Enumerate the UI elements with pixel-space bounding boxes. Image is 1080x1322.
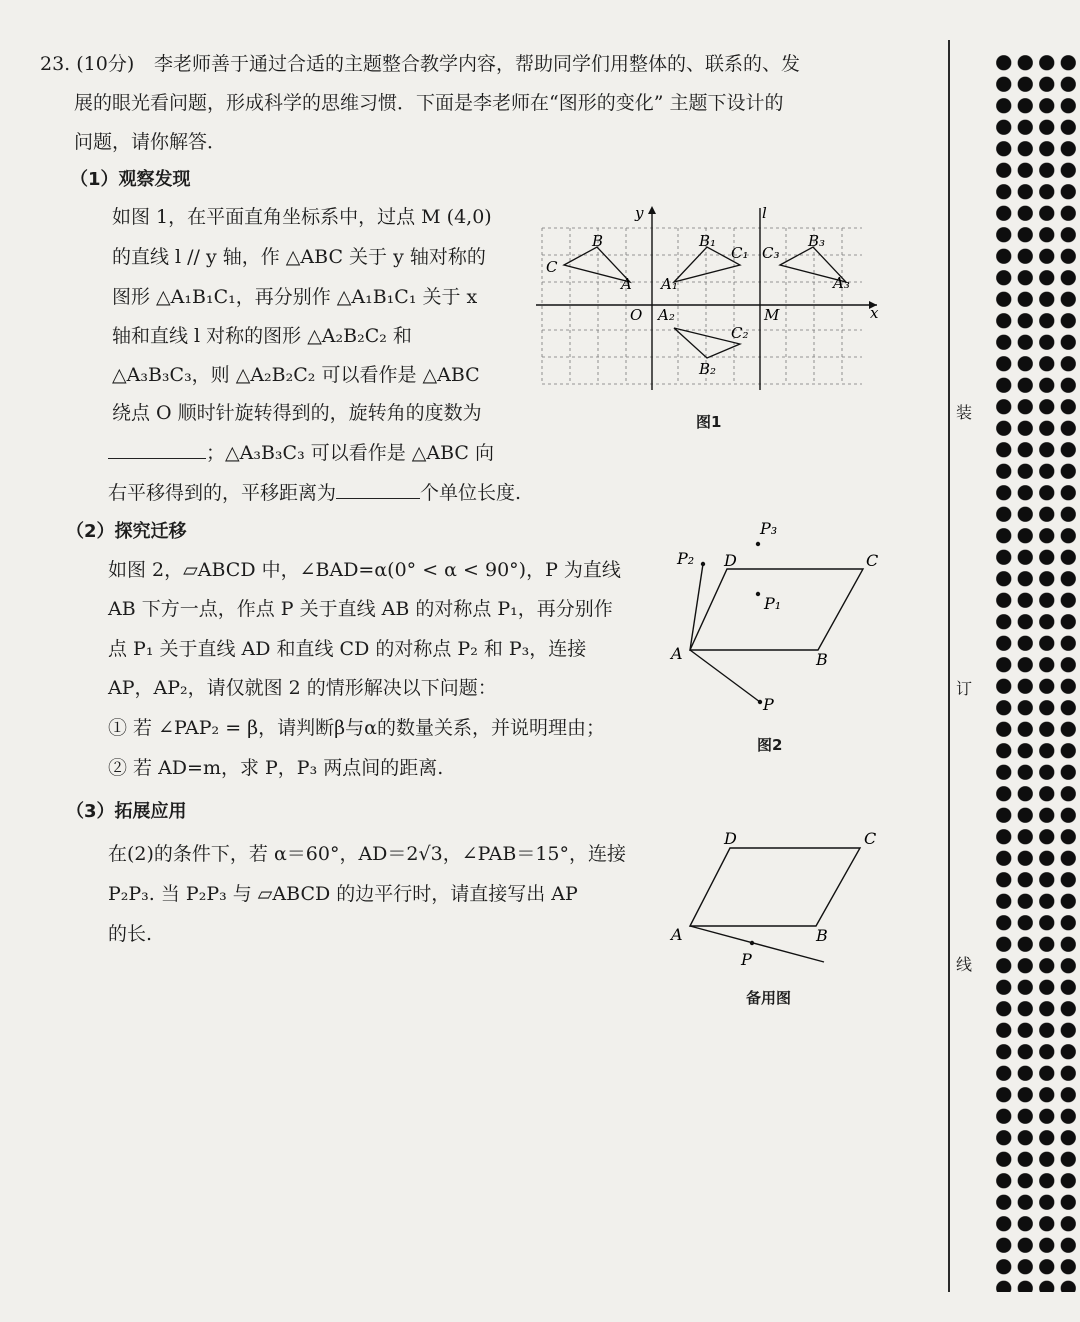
part3-line-3: 的长. [108, 923, 153, 945]
label-y: y [635, 204, 644, 222]
label-O: O [630, 306, 643, 324]
label-A: A [671, 644, 683, 663]
label-P: P [763, 695, 774, 714]
label-P3: P₃ [760, 519, 778, 538]
label-A: A [671, 925, 683, 944]
y-axis-arrow [648, 206, 656, 214]
part1-line-3: 图形 △A₁B₁C₁，再分别作 △A₁B₁C₁ 关于 x [112, 286, 478, 308]
label-C: C [866, 551, 879, 570]
point-p3 [756, 542, 760, 546]
part3-line-1: 在(2)的条件下，若 α＝60°，AD＝2√3，∠PAB＝15°，连接 [108, 843, 627, 865]
part1-line-6: 绕点 O 顺时针旋转得到的，旋转角的度数为 [112, 402, 482, 424]
part3-line-2: P₂P₃. 当 P₂P₃ 与 ▱ABCD 的边平行时，请直接写出 AP [108, 883, 578, 905]
label-C2: C₂ [731, 324, 749, 342]
binding-char-zhuang: 装 [955, 403, 972, 422]
part2-line-2: AB 下方一点，作点 P 关于直线 AB 的对称点 P₁，再分别作 [108, 598, 613, 620]
intro-line-3: 问题，请你解答． [74, 131, 227, 153]
part2-line-1: 如图 2，▱ABCD 中，∠BAD=α(0° < α < 90°)，P 为直线 [108, 559, 621, 581]
point-p1 [756, 592, 760, 596]
part1-line-5: △A₃B₃C₃，则 △A₂B₂C₂ 可以看作是 △ABC [112, 364, 480, 386]
label-A3: A₃ [833, 274, 850, 292]
figure-1-caption: 图1 [696, 413, 722, 431]
label-P1: P₁ [764, 594, 782, 613]
label-D: D [724, 551, 737, 570]
part2-line-5: ① 若 ∠PAP₂ = β，请判断β与α的数量关系，并说明理由； [108, 717, 605, 739]
label-A2: A₂ [658, 306, 675, 324]
label-B: B [816, 926, 828, 945]
part1-line-4: 轴和直线 l 对称的图形 △A₂B₂C₂ 和 [112, 325, 412, 347]
figure-backup-parallelogram [664, 822, 894, 972]
label-l: l [762, 204, 767, 222]
label-P: P [741, 950, 752, 969]
scan-dot-pattern [993, 52, 1079, 1292]
part1-line-1: 如图 1，在平面直角坐标系中，过点 M (4,0) [112, 206, 492, 228]
part2-line-6: ② 若 AD=m，求 P，P₃ 两点间的距离. [108, 757, 444, 779]
parallelogram-abcd [690, 848, 860, 926]
binding-char-ding: 订 [955, 679, 972, 698]
point-p2 [701, 562, 705, 566]
part2-line-4: AP，AP₂，请仅就图 2 的情形解决以下问题： [108, 677, 497, 699]
label-M: M [764, 306, 780, 324]
label-B: B [592, 232, 604, 250]
part2-line-3: 点 P₁ 关于直线 AD 和直线 CD 的对称点 P₂ 和 P₃，连接 [108, 638, 587, 660]
part1-line-2: 的直线 l // y 轴，作 △ABC 关于 y 轴对称的 [112, 246, 486, 268]
binding-char-xian: 线 [955, 955, 972, 974]
part1-line-8: 右平移得到的，平移距离为 个单位长度. [108, 482, 522, 504]
intro-line-2: 展的眼光看问题，形成科学的思维习惯．下面是李老师在“图形的变化” 主题下设计的 [74, 92, 784, 114]
label-P2: P₂ [677, 549, 695, 568]
label-D: D [724, 829, 737, 848]
point-p [758, 700, 762, 704]
figure-1-coordinate-grid [532, 200, 887, 396]
part1-heading: （1）观察发现 [70, 169, 191, 190]
binding-line [948, 40, 950, 1292]
label-C1: C₁ [731, 244, 749, 262]
label-A: A [621, 275, 632, 293]
label-B1: B₁ [699, 232, 717, 250]
label-C: C [864, 829, 877, 848]
label-C: C [546, 258, 558, 276]
question-number: 23. (10分) [40, 53, 135, 75]
label-C3: C₃ [762, 244, 780, 262]
label-A1: A₁ [661, 275, 678, 293]
figure-backup-caption: 备用图 [746, 989, 792, 1007]
part3-heading: （3）拓展应用 [66, 801, 187, 822]
figure-2-caption: 图2 [757, 736, 783, 754]
answer-blank-rotation[interactable] [108, 440, 206, 459]
intro-line-1: 李老师善于通过合适的主题整合教学内容，帮助同学们用整体的、联系的、发 [154, 53, 801, 75]
part2-heading: （2）探究迁移 [66, 521, 187, 542]
answer-blank-distance[interactable] [336, 480, 420, 499]
figure-2-parallelogram [668, 512, 893, 717]
label-B3: B₃ [808, 232, 826, 250]
segment-ap [690, 650, 760, 702]
part1-line-7: ；△A₃B₃C₃ 可以看作是 △ABC 向 [108, 440, 494, 465]
point-p [750, 941, 754, 945]
label-x: x [870, 304, 879, 322]
label-B2: B₂ [699, 360, 717, 378]
label-B: B [816, 650, 828, 669]
ray-ap [690, 926, 824, 962]
